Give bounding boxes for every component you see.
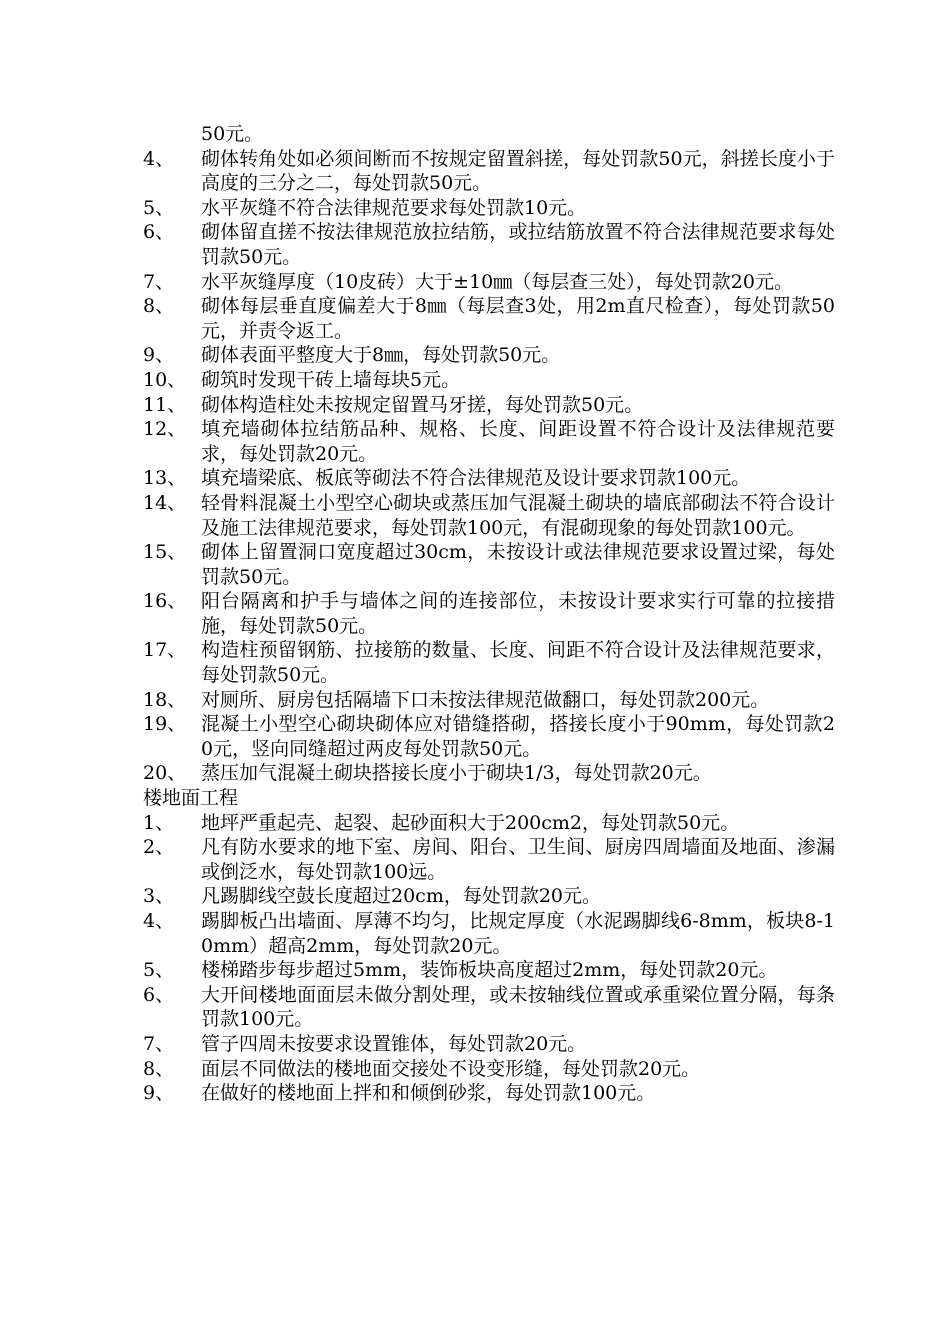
list-item <box>143 1057 835 1082</box>
item-number: 7、 <box>143 1032 175 1055</box>
item-text: 楼梯踏步每步超过5mm，装饰板块高度超过2mm，每处罚款20元。 <box>201 959 778 982</box>
item-number: 9、 <box>143 344 175 367</box>
item-text: 踢脚板凸出墙面、厚薄不均匀，比规定厚度（水泥踢脚线6-8mm，板块8-10mm）超高2mm，每处罚款20元。 <box>201 910 835 957</box>
item-number: 20、 <box>143 762 187 785</box>
item-text: 凡踢脚线空鼓长度超过20cm，每处罚款20元。 <box>201 885 602 908</box>
list-item <box>143 466 835 491</box>
item-number: 12、 <box>143 418 187 441</box>
item-number: 4、 <box>143 147 175 170</box>
section-title: 楼地面工程 <box>143 787 239 810</box>
item-number: 6、 <box>143 983 175 1006</box>
list-item <box>143 220 835 269</box>
item-number: 9、 <box>143 1082 175 1105</box>
list-item <box>143 393 835 418</box>
item-text: 混凝土小型空心砌块砌体应对错缝搭砌，搭接长度小于90mm，每处罚款20元，竖向同缝超过两皮每处罚款50元。 <box>201 713 835 760</box>
item-text: 砌体表面平整度大于8㎜，每处罚款50元。 <box>201 344 561 367</box>
list-item <box>143 712 835 761</box>
item-text: 水平灰缝不符合法律规范要求每处罚款10元。 <box>201 196 587 219</box>
item-text: 构造柱预留钢筋、拉接筋的数量、长度、间距不符合设计及法律规范要求，每处罚款50元。 <box>201 639 835 687</box>
item-text: 填充墙砌体拉结筋品种、规格、长度、间距设置不符合设计及法律规范要求，每处罚款20元。 <box>201 418 835 465</box>
item-text: 在做好的楼地面上拌和和倾倒砂浆，每处罚款100元。 <box>201 1082 656 1105</box>
item-number: 3、 <box>143 885 175 908</box>
item-text: 阳台隔离和护手与墙体之间的连接部位，未按设计要求实行可靠的拉接措施，每处罚款50元。 <box>201 590 835 637</box>
item-number: 11、 <box>143 393 187 416</box>
item-number: 8、 <box>143 1057 175 1080</box>
document-body <box>143 122 835 1106</box>
list-item <box>143 343 835 368</box>
list-item <box>143 1081 835 1106</box>
item-text: 对厕所、厨房包括隔墙下口未按法律规范做翻口，每处罚款200元。 <box>201 688 770 711</box>
item-text: 地坪严重起壳、起裂、起砂面积大于200cm2，每处罚款50元。 <box>201 811 740 834</box>
item-number: 19、 <box>143 713 187 736</box>
item-text: 水平灰缝厚度（10皮砖）大于±10㎜（每层查三处），每处罚款20元。 <box>201 270 793 293</box>
item-text: 填充墙梁底、板底等砌法不符合法律规范及设计要求罚款100元。 <box>201 467 751 490</box>
item-number: 10、 <box>143 368 187 391</box>
list-item <box>143 270 835 295</box>
item-text: 管子四周未按要求设置锥体，每处罚款20元。 <box>201 1032 587 1055</box>
item-text: 砌体上留置洞口宽度超过30cm，未按设计或法律规范要求设置过梁，每处罚款50元。 <box>201 541 835 588</box>
list-item <box>143 417 835 466</box>
item-text: 大开间楼地面面层未做分割处理，或未按轴线位置或承重梁位置分隔，每条罚款100元。 <box>201 983 835 1031</box>
list-item <box>143 589 835 638</box>
item-text: 砌筑时发现干砖上墙每块5元。 <box>201 368 461 391</box>
item-number: 5、 <box>143 196 175 219</box>
item-text: 蒸压加气混凝土砌块搭接长度小于砌块1/3，每处罚款20元。 <box>201 762 712 785</box>
list-item <box>143 983 835 1032</box>
item-number: 1、 <box>143 811 175 834</box>
item-text: 砌体构造柱处未按规定留置马牙搓，每处罚款50元。 <box>201 393 644 416</box>
list-item <box>143 368 835 393</box>
list-item <box>143 835 835 884</box>
list-item <box>143 638 835 687</box>
list-item <box>143 540 835 589</box>
item-text: 砌体每层垂直度偏差大于8㎜（每层查3处，用2m直尺检查），每处罚款50元，并责令返工。 <box>201 295 835 342</box>
item-number: 6、 <box>143 221 175 244</box>
list-item <box>143 909 835 958</box>
item-number: 15、 <box>143 541 187 564</box>
list-item <box>143 1032 835 1057</box>
list-item <box>143 147 835 196</box>
item-text: 砌体留直搓不按法律规范放拉结筋，或拉结筋放置不符合法律规范要求每处罚款50元。 <box>201 221 835 268</box>
item-number: 4、 <box>143 910 175 932</box>
list-item <box>143 688 835 713</box>
list-item <box>143 294 835 343</box>
list-item <box>143 884 835 909</box>
floor-penalty-list <box>143 811 835 1106</box>
list-item <box>143 811 835 836</box>
item-text: 凡有防水要求的地下室、房间、阳台、卫生间、厨房四周墙面及地面、渗漏或倒泛水，每处罚款100远。 <box>201 836 835 883</box>
item-number: 7、 <box>143 270 175 293</box>
item-number: 17、 <box>143 639 187 662</box>
list-item <box>143 491 835 540</box>
continuation-text: 50元。 <box>201 123 264 145</box>
item-number: 2、 <box>143 836 175 859</box>
item-number: 5、 <box>143 959 175 982</box>
item-number: 8、 <box>143 295 175 318</box>
item-number: 16、 <box>143 590 187 613</box>
item-text: 面层不同做法的楼地面交接处不设变形缝，每处罚款20元。 <box>201 1057 701 1080</box>
list-item <box>143 761 835 786</box>
list-item <box>143 958 835 983</box>
item-number: 18、 <box>143 688 187 711</box>
item-text: 砌体转角处如必须间断而不按规定留置斜搓，每处罚款50元，斜搓长度小于高度的三分之二，每处罚款50元。 <box>201 147 835 195</box>
item-text: 轻骨料混凝土小型空心砌块或蒸压加气混凝土砌块的墙底部砌法不符合设计及施工法律规范要求，每处罚款100元，有混砌现象的每处罚款100元。 <box>201 491 835 539</box>
masonry-penalty-list <box>143 147 835 786</box>
item-number: 13、 <box>143 467 187 490</box>
item-number: 14、 <box>143 491 187 514</box>
list-item <box>143 196 835 221</box>
